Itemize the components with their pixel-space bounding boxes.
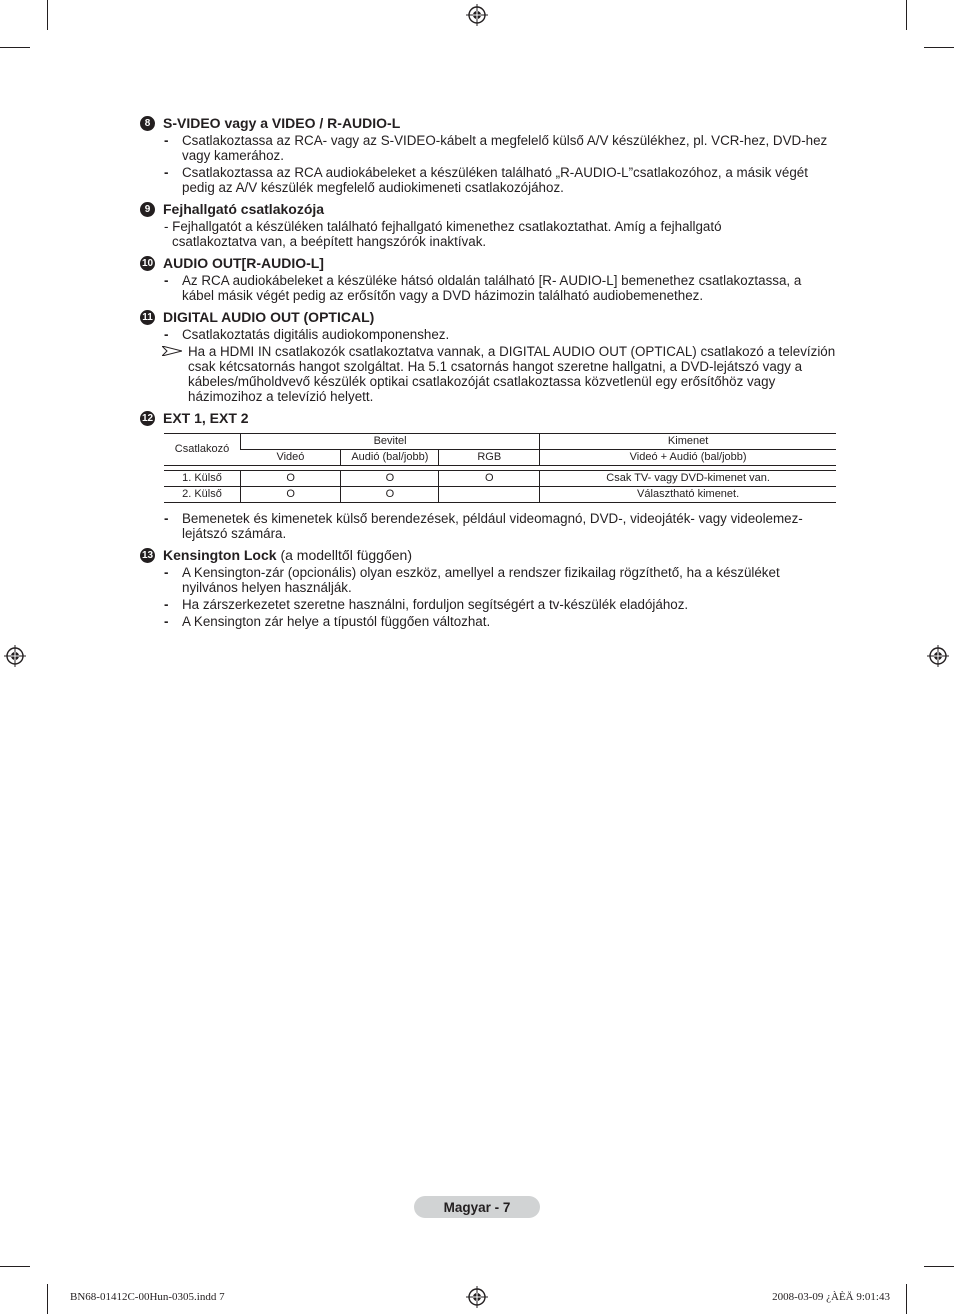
note-text: Ha a HDMI IN csatlakozók csatlakoztatva vannak, a DIGITAL AUDIO OUT (OPTICAL) csatlakozó a televízión csak kétcsatornás hangot szolgáltat. Ha 5.1 csatornás hangot szeretne hallgatni, a DVD-lejátszó vagy a kábeles/műholdvevő készülék optikai csatlakozóját csatlakoztassa közvetlenül egy erősítőhöz vagy házimozihoz a televízió helyett. bbox=[188, 344, 836, 404]
section-kensington bbox=[140, 547, 836, 629]
table-subheader-rgb: RGB bbox=[439, 450, 540, 466]
manual-content bbox=[140, 115, 836, 635]
table-cell: O bbox=[439, 471, 540, 487]
list-item bbox=[140, 565, 836, 595]
crop-mark bbox=[0, 47, 30, 48]
section-title-suffix: (a modelltől függően) bbox=[280, 547, 412, 563]
section-title: Fejhallgató csatlakozója bbox=[163, 201, 325, 217]
table-header-output: Kimenet bbox=[540, 434, 836, 450]
section-s-video bbox=[140, 115, 836, 195]
registration-mark-icon bbox=[927, 645, 949, 667]
registration-mark-icon bbox=[466, 4, 488, 26]
list-item-text: A Kensington-zár (opcionális) olyan eszköz, amellyel a rendszer fizikailag rögzíthető, ha a készüléket nyilvános helyen használják. bbox=[182, 565, 780, 595]
crop-mark bbox=[47, 0, 48, 30]
crop-mark bbox=[906, 1284, 907, 1314]
timestamp-slug: 2008-03-09 ¿ÀÈÄ 9:01:43 bbox=[772, 1291, 890, 1303]
section-number-badge: 8 bbox=[140, 116, 155, 131]
list-item-text: Bemenetek és kimenetek külső berendezések, például videomagnó, DVD-, videojáték- vagy videolemez-lejátszó számára. bbox=[182, 511, 803, 541]
list-item-text: Csatlakoztassa az RCA- vagy az S-VIDEO-kábelt a megfelelő külső A/V készülékhez, pl. VCR-hez, DVD-hez vagy kamerához. bbox=[182, 133, 828, 163]
registration-mark-icon bbox=[466, 1286, 488, 1308]
bullet-dash: - bbox=[164, 133, 169, 148]
bullet-dash: - bbox=[164, 565, 169, 580]
section-number-badge: 12 bbox=[141, 413, 154, 424]
bullet-dash: - bbox=[164, 273, 169, 288]
section-title: S-VIDEO vagy a VIDEO / R-AUDIO-L bbox=[163, 115, 401, 131]
table-cell: O bbox=[240, 487, 340, 503]
bullet-dash: - bbox=[164, 327, 169, 342]
crop-mark bbox=[47, 1284, 48, 1314]
file-slug: BN68-01412C-00Hun-0305.indd 7 bbox=[70, 1291, 225, 1303]
table-cell: O bbox=[341, 471, 439, 487]
table-row bbox=[164, 487, 836, 503]
bullet-dash: - bbox=[164, 511, 169, 526]
table-subheader-output: Videó + Audió (bal/jobb) bbox=[540, 450, 836, 466]
table-cell: O bbox=[341, 487, 439, 503]
table-header-connector: Csatlakozó bbox=[164, 434, 240, 466]
paragraph bbox=[140, 219, 836, 249]
note-arrow-icon bbox=[140, 344, 188, 404]
table-cell: Választható kimenet. bbox=[540, 487, 836, 503]
paragraph-line: csatlakoztatva van, a beépített hangszórók inaktívak. bbox=[172, 234, 487, 249]
section-number-badge: 9 bbox=[140, 202, 155, 217]
list-item bbox=[140, 165, 836, 195]
section-title: AUDIO OUT[R-AUDIO-L] bbox=[163, 255, 324, 271]
section-title: DIGITAL AUDIO OUT (OPTICAL) bbox=[163, 309, 375, 325]
section-title: EXT 1, EXT 2 bbox=[163, 410, 249, 426]
registration-mark-icon bbox=[4, 645, 26, 667]
crop-mark bbox=[906, 0, 907, 30]
table-cell: 2. Külső bbox=[164, 487, 240, 503]
crop-mark bbox=[924, 47, 954, 48]
table-header-input: Bevitel bbox=[240, 434, 539, 450]
section-heading bbox=[140, 547, 836, 564]
table-subheader-audio: Audió (bal/jobb) bbox=[341, 450, 439, 466]
list-item bbox=[140, 327, 836, 342]
section-headphone bbox=[140, 201, 836, 249]
section-title: Kensington Lock bbox=[163, 547, 277, 563]
table-subheader-video: Videó bbox=[240, 450, 340, 466]
table-cell: O bbox=[240, 471, 340, 487]
section-number-badge: 10 bbox=[141, 258, 154, 269]
list-item bbox=[140, 614, 836, 629]
section-heading bbox=[140, 115, 836, 132]
list-item bbox=[140, 511, 836, 541]
bullet-dash: - bbox=[164, 614, 169, 629]
list-item bbox=[140, 273, 836, 303]
list-item bbox=[140, 597, 836, 612]
connector-table bbox=[164, 433, 836, 503]
table-cell: 1. Külső bbox=[164, 471, 240, 487]
table-cell bbox=[439, 487, 540, 503]
section-heading bbox=[140, 410, 836, 427]
crop-mark bbox=[924, 1266, 954, 1267]
note bbox=[140, 344, 836, 404]
bullet-dash: - bbox=[164, 165, 169, 180]
list-item-text: Ha zárszerkezetet szeretne használni, forduljon segítségért a tv-készülék eladójához. bbox=[182, 597, 689, 612]
section-heading bbox=[140, 309, 836, 326]
section-audio-out bbox=[140, 255, 836, 303]
page-number-badge: Magyar - 7 bbox=[414, 1196, 540, 1218]
section-number-badge: 13 bbox=[141, 550, 154, 561]
section-ext bbox=[140, 410, 836, 541]
crop-mark bbox=[0, 1266, 30, 1267]
section-number-badge: 11 bbox=[140, 310, 155, 325]
section-digital-audio-out bbox=[140, 309, 836, 404]
section-heading bbox=[140, 201, 836, 218]
list-item-text: Csatlakoztassa az RCA audiokábeleket a készüléken található „R-AUDIO-L”csatlakozóhoz, a másik végét pedig az A/V készülék megfelelő audiokimeneti csatlakozójához. bbox=[182, 165, 808, 195]
list-item-text: Az RCA audiokábeleket a készüléke hátsó oldalán található [R- AUDIO-L] bemenethez csatlakoztassa, a kábel másik végét pedig az erősítőn vagy a DVD házimozin található audiobemenethez. bbox=[182, 273, 802, 303]
table-cell: Csak TV- vagy DVD-kimenet van. bbox=[540, 471, 836, 487]
table-row bbox=[164, 471, 836, 487]
section-heading bbox=[140, 255, 836, 272]
paragraph-line: - Fejhallgatót a készüléken található fejhallgató kimenethez csatlakoztathat. Amíg a fejhallgató bbox=[164, 219, 722, 234]
list-item-text: Csatlakoztatás digitális audiokomponenshez. bbox=[182, 327, 450, 342]
list-item-text: A Kensington zár helye a típustól függően változhat. bbox=[182, 614, 491, 629]
bullet-dash: - bbox=[164, 597, 169, 612]
list-item bbox=[140, 133, 836, 163]
